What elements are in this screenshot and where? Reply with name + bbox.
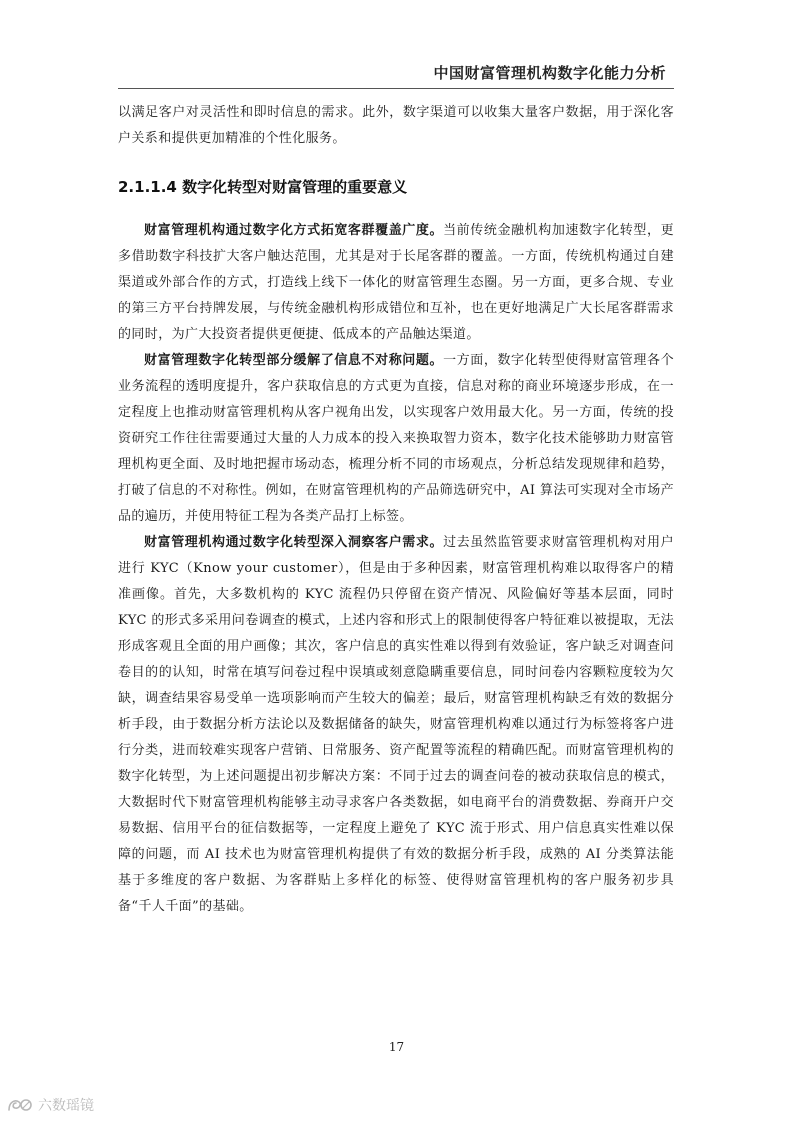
paragraph-2-body: 一方面，数字化转型使得财富管理各个业务流程的透明度提升，客户获取信息的方式更为直接，信息对称的商业环境逐步形成，在一定程度上也推动财富管理机构从客户视角出发，以实现客户效用最大化。另一方面，传统的投资研究工作往往需要通过大量的人力成本的投入来换取智力资本，数字化技术能够助力财富管理机构更全面、及时地把握市场动态，梳理分析不同的市场观点，分析总结发现规律和趋势，打破了信息的不对称性。例如，在财富管理机构的产品筛选研究中，AI 算法可实现对全市场产品的遍历，并使用特征工程为各类产品打上标签。 [118,353,674,524]
logo-icon [6,1096,34,1114]
page-content [118,100,674,920]
paragraph-2 [118,348,674,530]
watermark-text: 六数瑶镜 [38,1098,94,1114]
page-number: 17 [388,1040,405,1054]
paragraph-2-lead: 财富管理数字化转型部分缓解了信息不对称问题。 [144,353,444,368]
paragraph-3-lead: 财富管理机构通过数字化转型深入洞察客户需求。 [144,535,444,550]
paragraph-1 [118,218,674,348]
paragraph-1-lead: 财富管理机构通过数字化方式拓宽客群覆盖广度。 [144,223,444,238]
paragraph-1-body: 当前传统金融机构加速数字化转型，更多借助数字科技扩大客户触达范围，尤其是对于长尾客群的覆盖。一方面，传统机构通过自建渠道或外部合作的方式，打造线上线下一体化的财富管理生态圈。另一方面，更多合规、专业的第三方平台持牌发展，与传统金融机构形成错位和互补，也在更好地满足广大长尾客群需求的同时，为广大投资者提供更便捷、低成本的产品触达渠道。 [118,223,674,342]
paragraph-3 [118,530,674,920]
watermark [6,1094,94,1116]
header-title: 中国财富管理机构数字化能力分析 [433,64,666,82]
paragraph-3-body: 过去虽然监管要求财富管理机构对用户进行 KYC（Know your customer），但是由于多种因素，财富管理机构难以取得客户的精准画像。首先，大多数机构的 KYC 流程仍只停留在资产情况、风险偏好等基本层面，同时 KYC 的形式多采用问卷调查的模式，上述内容和形式上的限制使得客户特征难以被提取，无法形成客观且全面的用户画像；其次，客户信息的真实性难以得到有效验证，客户缺乏对调查问卷目的的认知，时常在填写问卷过程中误填或刻意隐瞒重要信息，同时问卷内容颗粒度较为欠缺，调查结果容易受单一选项影响而产生较大的偏差；最后，财富管理机构缺乏有效的数据分析手段，由于数据分析方法论以及数据储备的缺失，财富管理机构难以通过行为标签将客户进行分类，进而较难实现客户营销、日常服务、资产配置等流程的精确匹配。而财富管理机构的数字化转型，为上述问题提出初步解决方案：不同于过去的调查问卷的被动获取信息的模式，大数据时代下财富管理机构能够主动寻求客户各类数据，如电商平台的消费数据、券商开户交易数据、信用平台的征信数据等，一定程度上避免了 KYC 流于形式、用户信息真实性难以保障的问题，而 AI 技术也为财富管理机构提供了有效的数据分析手段，成熟的 AI 分类算法能基于多维度的客户数据、为客群贴上多样化的标签、使得财富管理机构的客户服务初步具备“千人千面”的基础。 [118,535,674,914]
page-header [118,56,674,89]
section-heading: 2.1.1.4 数字化转型对财富管理的重要意义 [118,178,408,196]
intro-paragraph: 以满足客户对灵活性和即时信息的需求。此外，数字渠道可以收集大量客户数据，用于深化客户关系和提供更加精准的个性化服务。 [118,105,674,146]
